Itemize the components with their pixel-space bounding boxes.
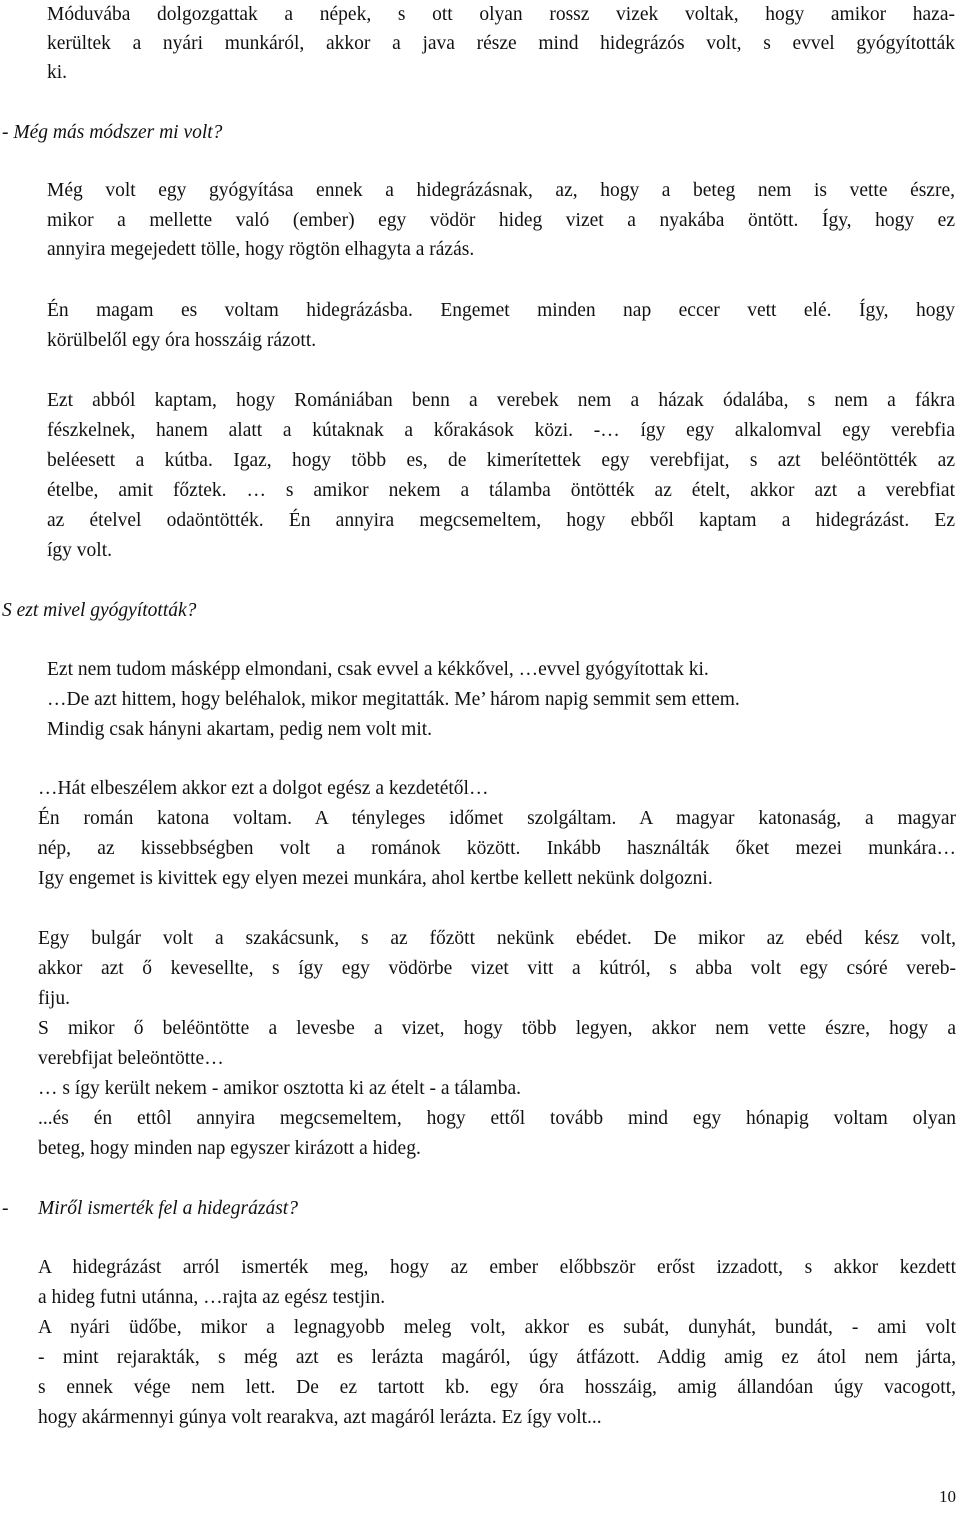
text-line: Egy bulgár volt a szakácsunk, s az főzött nekünk ebédet. De mikor az ebéd kész volt, (38, 928, 956, 949)
text-line: fiju. (38, 988, 70, 1009)
text-line: Ezt nem tudom másképp elmondani, csak evvel a kékkővel, …evvel gyógyítottak ki. (47, 659, 709, 680)
text-line: ...és én ettôl annyira megcsemeltem, hogy ettől tovább mind egy hónapig voltam olyan (38, 1108, 956, 1129)
text-line: Én magam es voltam hidegrázásba. Engemet minden nap eccer vett elé. Így, hogy (47, 300, 955, 321)
text-line: beteg, hogy minden nap egyszer kirázott a hideg. (38, 1138, 421, 1159)
text-line: Mindig csak hányni akartam, pedig nem volt mit. (47, 719, 433, 740)
text-line: így volt. (47, 540, 113, 561)
text-line: Én román katona voltam. A tényleges időmet szolgáltam. A magyar katonaság, a magyar (38, 808, 956, 829)
text-line: Móduvába dolgozgattak a népek, s ott olyan rossz vizek voltak, hogy amikor haza- (47, 4, 955, 25)
text-line: beléesett a kútba. Igaz, hogy több es, de kimerítettek egy verebfijat, s azt beléöntötték az (47, 450, 955, 471)
text-line: ételbe, amit főztek. … s amikor nekem a tálamba öntötték az ételt, akkor azt a verebfiat (47, 480, 955, 501)
text-line: az ételvel odaöntötték. Én annyira megcsemeltem, hogy ebből kaptam a hidegrázást. Ez (47, 510, 955, 531)
text-line: kerültek a nyári munkáról, akkor a java része mind hidegrázós volt, s evvel gyógyították (47, 33, 955, 54)
text-line: …Hát elbeszélem akkor ezt a dolgot egész a kezdetétől… (38, 778, 489, 799)
text-line: Igy engemet is kivittek egy elyen mezei munkára, ahol kertbe kellett nekünk dolgozni. (38, 868, 713, 889)
text-line: mikor a mellette való (ember) egy vödör hideg vizet a nyakába öntött. Így, hogy ez (47, 210, 955, 231)
question-line: - Még más módszer mi volt? (2, 122, 223, 143)
text-line: A hidegrázást arról ismerték meg, hogy az ember előbbször erőst izzadott, s akkor kezdett (38, 1257, 956, 1278)
text-line: Még volt egy gyógyítása ennek a hidegrázásnak, az, hogy a beteg nem is vette észre, (47, 180, 955, 201)
question-dash: - (2, 1198, 9, 1219)
text-line: nép, az kissebbségben volt a románok között. Inkább használták őket mezei munkára… (38, 838, 956, 859)
text-line: S mikor ő beléöntötte a levesbe a vizet, hogy több legyen, akkor nem vette észre, hogy a (38, 1018, 956, 1039)
question-line: S ezt mivel gyógyították? (2, 600, 197, 621)
text-line: Ezt abból kaptam, hogy Romániában benn a verebek nem a házak ódalába, s nem a fákra (47, 390, 955, 411)
text-line: akkor azt ő kevesellte, s így egy vödörbe vizet vitt a kútról, s abba volt egy csóré vereb- (38, 958, 956, 979)
text-line: hogy akármennyi gúnya volt rearakva, azt magáról lerázta. Ez így volt... (38, 1407, 602, 1428)
text-line: a hideg futni utánna, …rajta az egész testjin. (38, 1287, 386, 1308)
text-line: körülbelől egy óra hosszáig rázott. (47, 330, 317, 351)
question-line: Miről ismerték fel a hidegrázást? (38, 1198, 298, 1219)
text-line: …De azt hittem, hogy beléhalok, mikor megitatták. Me’ három napig semmit sem ettem. (47, 689, 740, 710)
text-line: - mint rejarakták, s még azt es lerázta magáról, úgy átfázott. Addig amig ez átol nem járta, (38, 1347, 956, 1368)
text-line: annyira megejedett tölle, hogy rögtön elhagyta a rázás. (47, 239, 475, 260)
text-line: verebfijat beleöntötte… (38, 1048, 224, 1069)
text-line: A nyári üdőbe, mikor a legnagyobb meleg volt, akkor es subát, dunyhát, bundát, - ami volt (38, 1317, 956, 1338)
text-line: ki. (47, 62, 68, 83)
text-line: … s így került nekem - amikor osztotta ki az ételt - a tálamba. (38, 1078, 522, 1099)
page-number: 10 (939, 1487, 956, 1506)
text-line: fészkelnek, hanem alatt a kútaknak a kőrakások közi. -… így egy alkalomval egy verebfia (47, 420, 955, 441)
text-line: s ennek vége nem lett. De ez tartott kb. egy óra hosszáig, amig állandóan úgy vacogott, (38, 1377, 956, 1398)
